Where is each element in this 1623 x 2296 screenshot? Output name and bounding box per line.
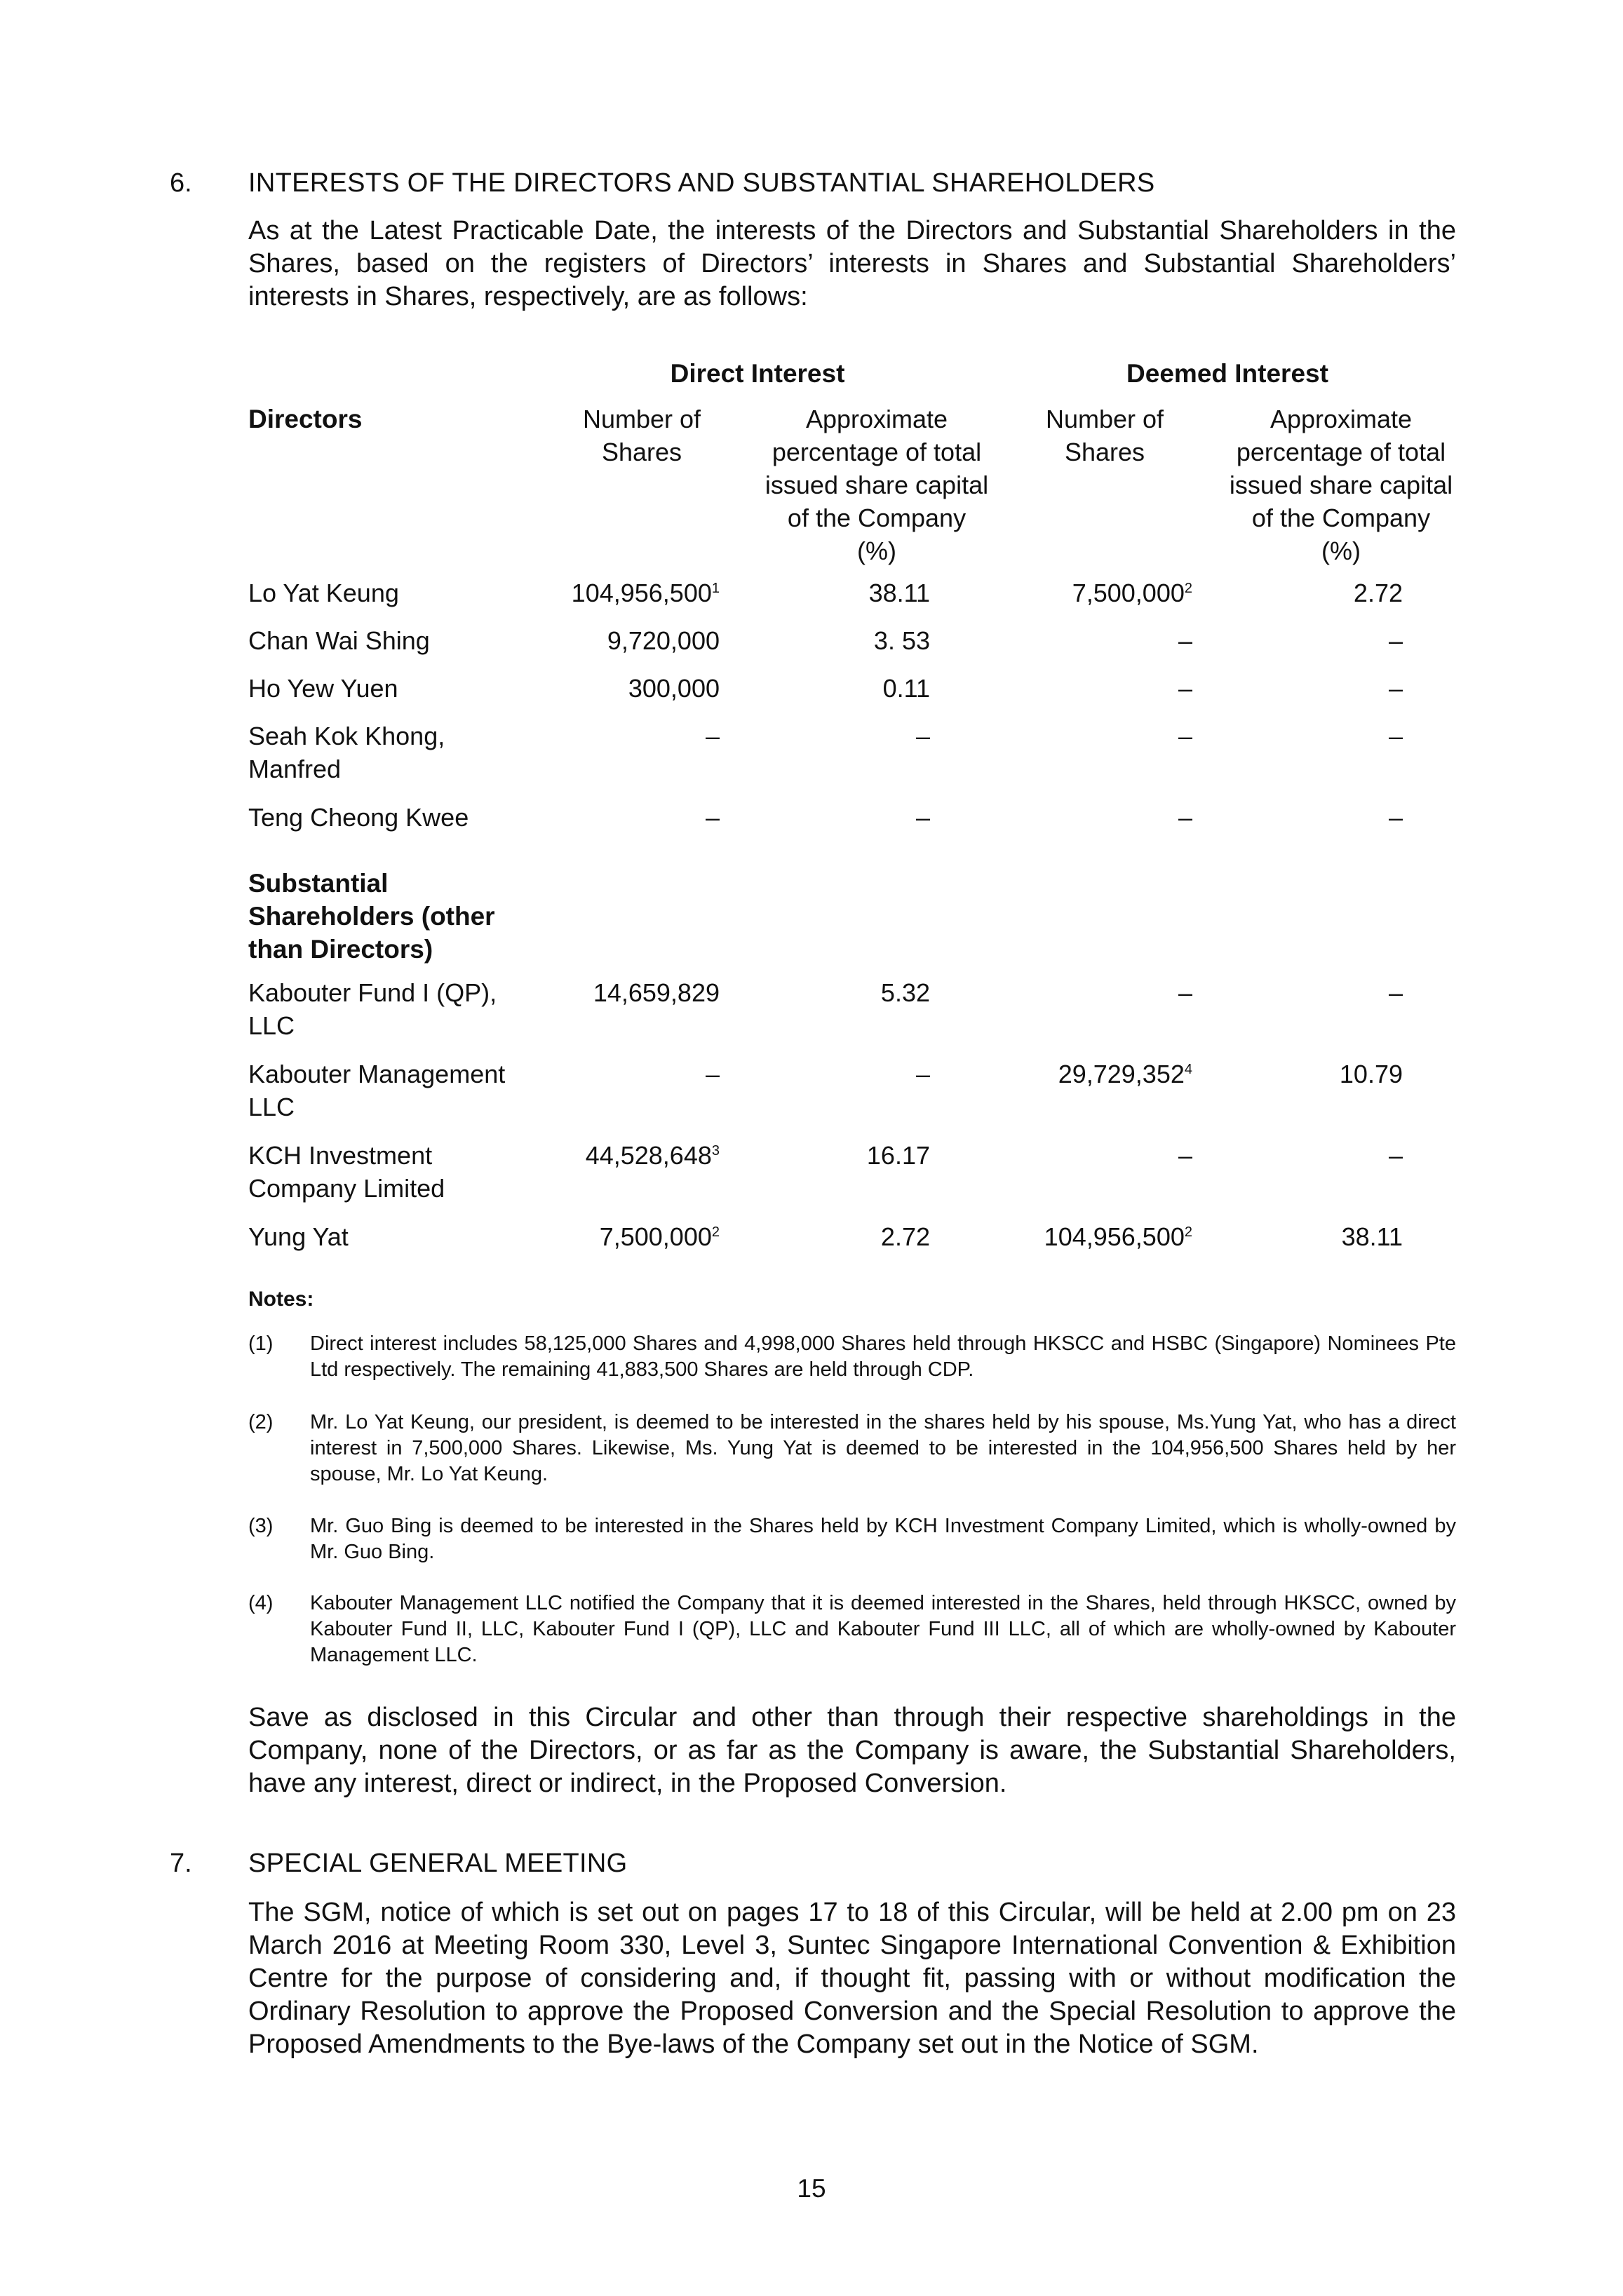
section-7-text: The SGM, notice of which is set out on pages 17 to 18 of this Circular, will be held at 2.00 pm on 23 March 2016 at Meeting Room 330, Level 3, Suntec Singapore International Convention & Exhibition Centre for the purpose of considering and, if thought fit, passing with or without modification the Ordinary Resolution to approve the Proposed Conversion and the Special Resolution to approve the Proposed Amendments to the Bye-laws of the Company set out in the Notice of SGM. (248, 1898, 1456, 2059)
footnote-ref: 2 (711, 1224, 720, 1240)
shareholder-name: KCH Investment Company Limited (248, 1141, 445, 1203)
direct-shares-header: Number of Shares (582, 405, 701, 466)
deemed-shares: 104,956,500$^2$ (1044, 1222, 1192, 1251)
notes-title: Notes: (248, 1288, 314, 1311)
note-text: Mr. Lo Yat Keung, our president, is deemed to be interested in the shares held by his spouse, Ms.Yung Yat, who has a direct interest in 7,500,000 Shares. Likewise, Ms. Yung Yat is deemed to be interested in the 104,956,500 Shares held by her spouse, Mr. Lo Yat Keung. (310, 1411, 1456, 1485)
direct-interest-heading: Direct Interest (670, 359, 845, 388)
direct-percentage-header: Approximate percentage of total issued share capital of the Company (%) (765, 405, 989, 565)
footnote-ref: 2 (1184, 1224, 1192, 1240)
direct-shares: 14,659,829 (593, 978, 720, 1007)
direct-percentage: 0.11 (882, 674, 930, 703)
section-6-intro: As at the Latest Practicable Date, the interests of the Directors and Substantial Shareholders in the Shares, based on the registers of Directors’ interests in Shares and Substantial Shareholders’ interests in Shares, respectively, are as follows: (248, 216, 1456, 311)
note-number: (4) (248, 1592, 274, 1614)
deemed-percentage: 2.72 (1353, 579, 1403, 607)
direct-shares: 9,720,000 (607, 626, 720, 655)
direct-percentage: 5.32 (880, 978, 930, 1007)
direct-percentage: 38.11 (868, 579, 930, 607)
deemed-shares: – (1178, 674, 1192, 703)
deemed-percentage: – (1388, 722, 1403, 750)
footnote-ref: 3 (711, 1143, 720, 1159)
deemed-percentage: – (1388, 1141, 1403, 1170)
shareholder-name: Kabouter Fund I (QP), LLC (248, 978, 497, 1040)
deemed-shares: – (1178, 626, 1192, 655)
footnote-ref: 2 (1184, 581, 1192, 596)
deemed-percentage: 38.11 (1341, 1222, 1403, 1251)
direct-shares: – (705, 803, 720, 832)
section-6-number: 6. (170, 168, 192, 198)
deemed-shares: 7,500,000$^2$ (1072, 579, 1192, 607)
footnote-ref: 1 (711, 581, 720, 596)
direct-percentage: 16.17 (866, 1141, 930, 1170)
deemed-shares: 29,729,352$^4$ (1058, 1060, 1192, 1088)
direct-percentage: – (915, 1060, 930, 1088)
direct-shares: – (705, 1060, 720, 1088)
footnote-ref: 4 (1184, 1062, 1192, 1077)
section-6-title: INTERESTS OF THE DIRECTORS AND SUBSTANTIAL SHAREHOLDERS (248, 168, 1155, 198)
shareholder-name: Teng Cheong Kwee (248, 803, 469, 832)
shareholder-name: Ho Yew Yuen (248, 674, 398, 703)
deemed-interest-heading: Deemed Interest (1126, 359, 1328, 388)
direct-shares: 104,956,500$^1$ (571, 579, 720, 607)
shareholder-name: Kabouter Management LLC (248, 1060, 506, 1121)
note-text: Direct interest includes 58,125,000 Shares and 4,998,000 Shares held through HKSCC and HSBC (Singapore) Nominees Pte Ltd respectively. The remaining 41,883,500 Shares are held through CDP. (310, 1332, 1456, 1381)
deemed-percentage: 10.79 (1339, 1060, 1403, 1088)
deemed-percentage: – (1388, 626, 1403, 655)
direct-percentage: 2.72 (880, 1222, 930, 1251)
note-number: (3) (248, 1515, 274, 1537)
directors-heading: Directors (248, 405, 363, 433)
direct-percentage: – (915, 722, 930, 750)
page-number: 15 (797, 2174, 826, 2203)
deemed-shares: – (1178, 803, 1192, 832)
direct-shares: 44,528,648$^3$ (585, 1141, 720, 1170)
direct-shares: – (705, 722, 720, 750)
direct-shares: 300,000 (628, 674, 720, 703)
shareholder-name: Seah Kok Khong, Manfred (248, 722, 445, 783)
shareholder-name: Chan Wai Shing (248, 626, 430, 655)
deemed-percentage: – (1388, 978, 1403, 1007)
shareholder-name: Yung Yat (248, 1222, 349, 1251)
section-7-number: 7. (170, 1849, 192, 1878)
deemed-shares: – (1178, 722, 1192, 750)
deemed-percentage: – (1388, 674, 1403, 703)
substantial-shareholders-heading: Substantial Shareholders (other than Directors) (248, 869, 495, 964)
deemed-shares: – (1178, 1141, 1192, 1170)
shareholder-name: Lo Yat Keung (248, 579, 399, 607)
disclosure-paragraph: Save as disclosed in this Circular and other than through their respective shareholdings in the Company, none of the Directors, or as far as the Company is aware, the Substantial Shareholders, have any interest, direct or indirect, in the Proposed Conversion. (248, 1703, 1456, 1798)
deemed-shares-header: Number of Shares (1045, 405, 1164, 466)
deemed-percentage: – (1388, 803, 1403, 832)
direct-percentage: 3. 53 (873, 626, 930, 655)
deemed-percentage-header: Approximate percentage of total issued share capital of the Company (%) (1229, 405, 1453, 565)
note-text: Kabouter Management LLC notified the Company that it is deemed interested in the Shares, held through HKSCC, owned by Kabouter Fund II, LLC, Kabouter Fund I (QP), LLC and Kabouter Fund III LLC, all of which are wholly-owned by Kabouter Management LLC. (310, 1592, 1456, 1666)
note-number: (2) (248, 1411, 274, 1433)
note-number: (1) (248, 1332, 274, 1355)
deemed-shares: – (1178, 978, 1192, 1007)
note-text: Mr. Guo Bing is deemed to be interested in the Shares held by KCH Investment Company Limited, which is wholly-owned by Mr. Guo Bing. (310, 1515, 1456, 1563)
direct-shares: 7,500,000$^2$ (599, 1222, 720, 1251)
section-7-title: SPECIAL GENERAL MEETING (248, 1849, 628, 1878)
direct-percentage: – (915, 803, 930, 832)
